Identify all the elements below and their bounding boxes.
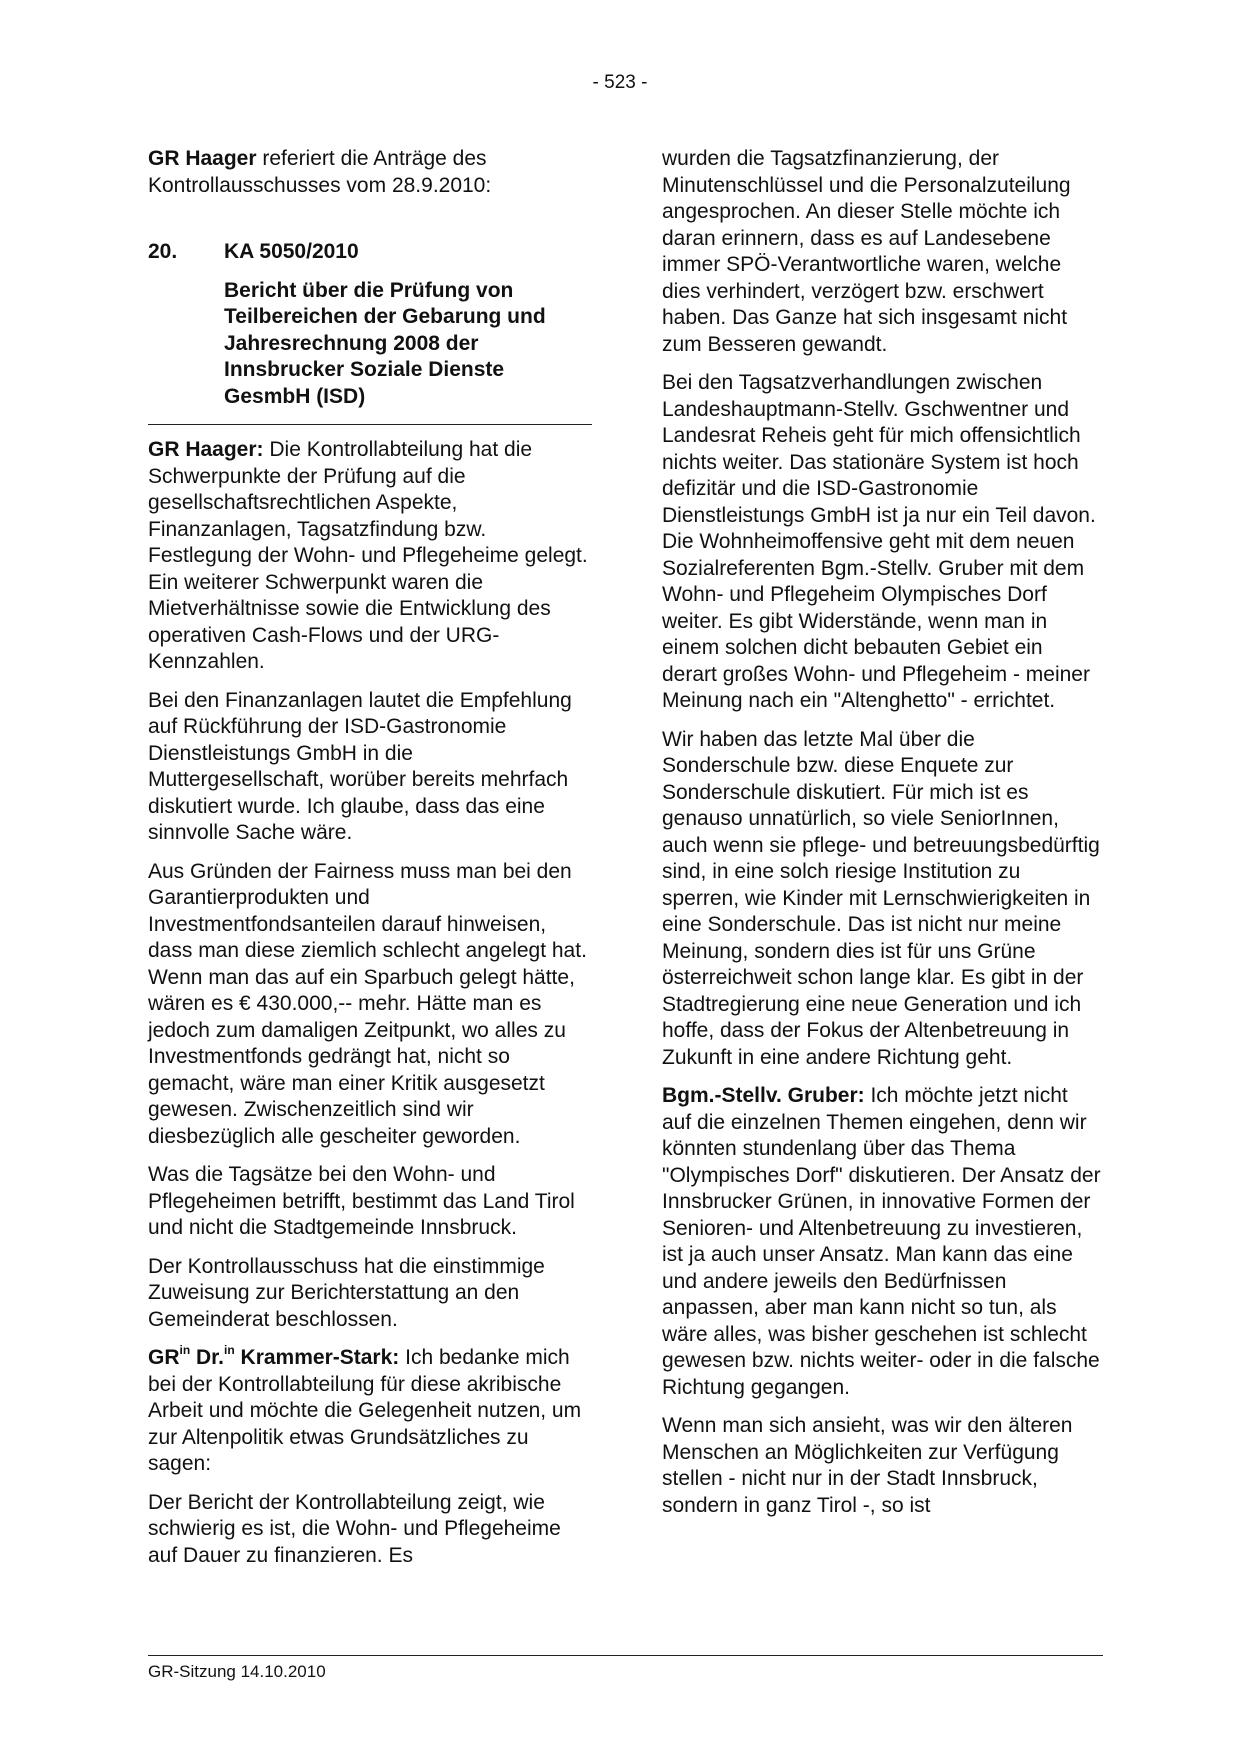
speaker-name: $GR^{in}$ Dr.$^{in}$ Krammer-Stark: xyxy=(148,1343,400,1369)
paragraph: Der Bericht der Kontrollabteilung zeigt, wie schwierig es ist, die Wohn- und Pflegeheime auf Dauer zu finanzieren. Es xyxy=(148,1490,561,1567)
paragraph: wurden die Tagsatzfinanzierung, der Minutenschlüssel und die Personalzuteilung angesprochen. An dieser Stelle möchte ich daran erinnern, dass es auf Landesebene immer SPÖ-Verantwortliche waren, welche dies verhindert, verzögert bzw. erschwert haben. Das Ganze hat sich insgesamt nicht zum Besseren gewandt. xyxy=(662,147,1071,356)
paragraph: Bei den Tagsatzverhandlungen zwischen Landeshauptmann-Stellv. Gschwentner und Landesrat Reheis geht für mich offensichtlich nichts weiter. Das stationäre System ist hoch defizitär und die ISD-Gastronomie Dienstleistungs GmbH ist ja nur ein Teil davon. Die Wohnheimoffensive geht mit dem neuen Sozialreferenten Bgm.-Stellv. Gruber mit dem Wohn- und Pflegeheim Olympisches Dorf weiter. Es gibt Widerstände, wenn man in einem solchen dicht bebauten Gebiet ein derart großes Wohn- und Pflegeheim - meiner Meinung nach ein "Altenghetto" - errichtet. xyxy=(662,371,1096,712)
paragraph: Was die Tagsätze bei den Wohn- und Pflegeheimen betrifft, bestimmt das Land Tirol und nicht die Stadtgemeinde Innsbruck. xyxy=(148,1163,575,1239)
agenda-item-reference: KA 5050/2010 xyxy=(224,240,359,263)
speaker-name: Bgm.-Stellv. Gruber: xyxy=(662,1084,865,1107)
left-column xyxy=(148,146,590,1581)
paragraph xyxy=(662,1083,1102,1401)
agenda-item-number: 20. xyxy=(148,240,178,263)
footer-divider xyxy=(148,1655,1103,1656)
footer-text: GR-Sitzung 14.10.2010 xyxy=(148,1662,326,1681)
right-column xyxy=(662,146,1102,1531)
page-number: - 523 - xyxy=(592,72,648,93)
agenda-item-divider xyxy=(148,424,592,425)
intro-paragraph xyxy=(148,146,590,199)
speaker-name: GR Haager xyxy=(148,147,257,170)
paragraph: Aus Gründen der Fairness muss man bei den Garantierprodukten und Investmentfondsanteilen darauf hinweisen, dass man diese ziemlich schlecht angelegt hat. Wenn man das auf ein Sparbuch gelegt hätte, wären es € 430.000,-- mehr. Hätte man es jedoch zum damaligen Zeitpunkt, wo alles zu Investmentfonds gedrängt hat, nicht so gemacht, wäre man einer Kritik ausgesetzt gewesen. Zwischenzeitlich sind wir diesbezüglich alle gescheiter geworden. xyxy=(148,859,587,1148)
speaker-name: GR Haager: xyxy=(148,438,264,461)
agenda-item xyxy=(148,239,590,412)
paragraph: Der Kontrollausschuss hat die einstimmige Zuweisung zur Berichterstattung an den Gemeinderat beschlossen. xyxy=(148,1254,545,1331)
paragraph-text: referiert die Anträge des Kontrollausschusses vom 28.9.2010: xyxy=(148,147,492,197)
paragraph xyxy=(148,437,590,676)
paragraph-text: Die Kontrollabteilung hat die Schwerpunkte der Prüfung auf die gesellschaftsrechtlichen Aspekte, Finanzanlagen, Tagsatzfindung bzw. Festlegung der Wohn- und Pflegeheime gelegt. Ein weiterer Schwerpunkt waren die Mietverhältnisse sowie die Entwicklung des operativen Cash-Flows und der URG-Kennzahlen. xyxy=(148,438,588,673)
paragraph: Wir haben das letzte Mal über die Sonderschule bzw. diese Enquete zur Sonderschule diskutiert. Für mich ist es genauso unnatürlich, so viele SeniorInnen, auch wenn sie pflege- und betreuungsbedürftig sind, in eine solch riesige Institution zu sperren, wie Kinder mit Lernschwierigkeiten in eine Sonderschule. Das ist nicht nur meine Meinung, sondern dies ist für uns Grüne österreichweit schon lange klar. Es gibt in der Stadtregierung eine neue Generation und ich hoffe, dass der Fokus der Altenbetreuung in Zukunft in eine andere Richtung geht. xyxy=(662,727,1100,1069)
paragraph-text: Ich bedanke mich bei der Kontrollabteilung für diese akribische Arbeit und möchte die Gelegenheit nutzen, um zur Altenpolitik etwas Grundsätzliches zu sagen: xyxy=(148,1346,582,1475)
paragraph: Wenn man sich ansieht, was wir den älteren Menschen an Möglichkeiten zur Verfügung stellen - nicht nur in der Stadt Innsbruck, sondern in ganz Tirol -, so ist xyxy=(662,1414,1073,1517)
paragraph xyxy=(148,1345,590,1478)
paragraph: Bei den Finanzanlagen lautet die Empfehlung auf Rückführung der ISD-Gastronomie Dienstleistungs GmbH in die Muttergesellschaft, worüber bereits mehrfach diskutiert wurde. Ich glaube, dass das eine sinnvolle Sache wäre. xyxy=(148,688,572,844)
paragraph-text: Ich möchte jetzt nicht auf die einzelnen Themen eingehen, denn wir könnten stundenlang über das Thema "Olympisches Dorf" diskutieren. Der Ansatz der Innsbrucker Grünen, in innovative Formen der Senioren- und Altenbetreuung zu investieren, ist ja auch unser Ansatz. Man kann das eine und andere jeweils den Bedürfnissen anpassen, aber man kann nicht so tun, als wäre alles, was bisher geschehen ist schlecht gewesen bzw. nichts weiter- oder in die falsche Richtung gegangen. xyxy=(662,1084,1101,1399)
agenda-item-title: Bericht über die Prüfung von Teilbereichen der Gebarung und Jahresrechnung 2008 der Innsbrucker Soziale Dienste GesmbH (ISD) xyxy=(224,278,546,408)
